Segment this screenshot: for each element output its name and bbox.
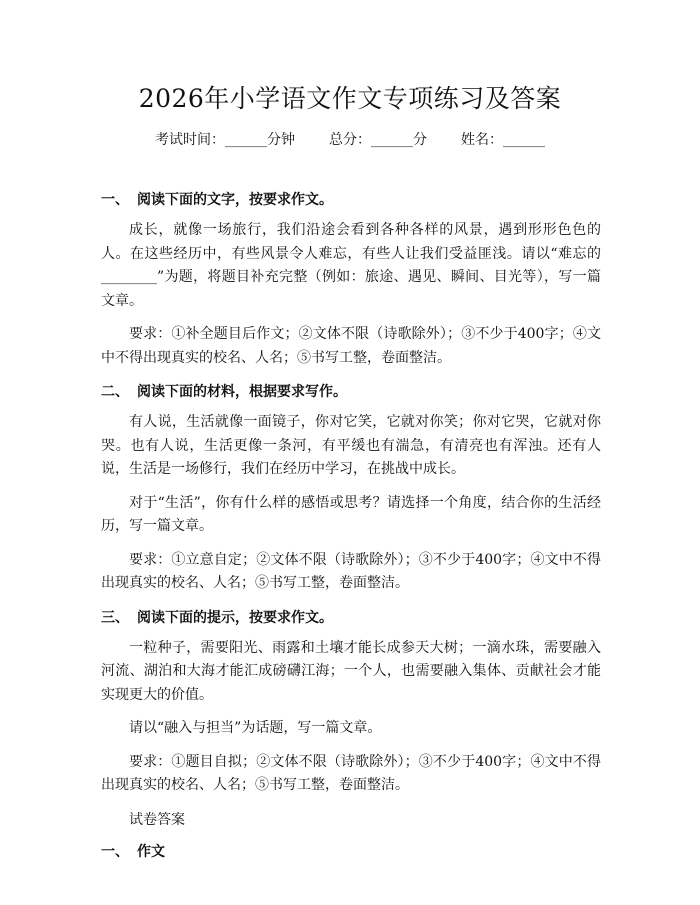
section-3-requirements: 要求：①题目自拟；②文体不限（诗歌除外）；③不少于400字；④文中不得出现真实的校名、人名；⑤书写工整，卷面整洁。: [101, 753, 601, 793]
section-number: 三、: [101, 609, 129, 626]
section-1-prompt: 成长，就像一场旅行，我们沿途会看到各种各样的风景，遇到形形色色的人。在这些经历中，有些风景令人难忘，有些人让我们受益匪浅。请以“难忘的________”为题，将题目补充完整（例如：旅途、遇见、瞬间、目光等），写一篇文章。: [101, 222, 601, 309]
section-number: 二、: [101, 384, 129, 400]
exam-info-line: [0, 130, 700, 150]
section-heading-1: [101, 189, 601, 211]
section-heading-2: [101, 381, 601, 403]
section-heading-text: 阅读下面的文字，按要求作文。: [137, 192, 333, 208]
section-3-hint: 一粒种子，需要阳光、雨露和土壤才能长成参天大树；一滴水珠，需要融入河流、湖泊和大海才能汇成磅礴江海；一个人，也需要融入集体、贡献社会才能实现更大的价值。: [101, 639, 601, 703]
section-2-material: 有人说，生活就像一面镜子，你对它笑，它就对你笑；你对它哭，它就对你哭。也有人说，生活更像一条河，有平缓也有湍急，有清亮也有浑浊。还有人说，生活是一场修行，我们在经历中学习，在挑战中成长。: [101, 414, 601, 477]
section-heading-text: 作文: [137, 843, 165, 860]
section-1-requirements: 要求：①补全题目后作文；②文体不限（诗歌除外）；③不少于400字；④文中不得出现真实的校名、人名；⑤书写工整，卷面整洁。: [101, 326, 601, 366]
section-2-question: 对于“生活”，你有什么样的感悟或思考？请选择一个角度，结合你的生活经历，写一篇文章。: [101, 494, 601, 534]
exam-content: [101, 189, 601, 871]
exam-time-field: 考试时间：______分钟: [155, 132, 295, 148]
page-title: 2026年小学语文作文专项练习及答案: [138, 84, 562, 113]
section-heading-text: 阅读下面的提示，按要求作文。: [137, 609, 333, 626]
student-name-field: 姓名：______: [461, 132, 545, 148]
section-heading-3: [101, 607, 601, 629]
section-2-requirements: 要求：①立意自定；②文体不限（诗歌除外）；③不少于400字；④文中不得出现真实的校名、人名；⑤书写工整，卷面整洁。: [101, 551, 601, 591]
answer-section-heading-1: [101, 841, 601, 863]
section-number: 一、: [101, 192, 129, 208]
section-number: 一、: [101, 843, 129, 860]
answers-title: 试卷答案: [129, 811, 185, 828]
section-3-topic: 请以“融入与担当”为话题，写一篇文章。: [129, 720, 382, 736]
total-score-field: 总分：______分: [329, 132, 427, 148]
section-heading-text: 阅读下面的材料，根据要求写作。: [137, 384, 347, 400]
